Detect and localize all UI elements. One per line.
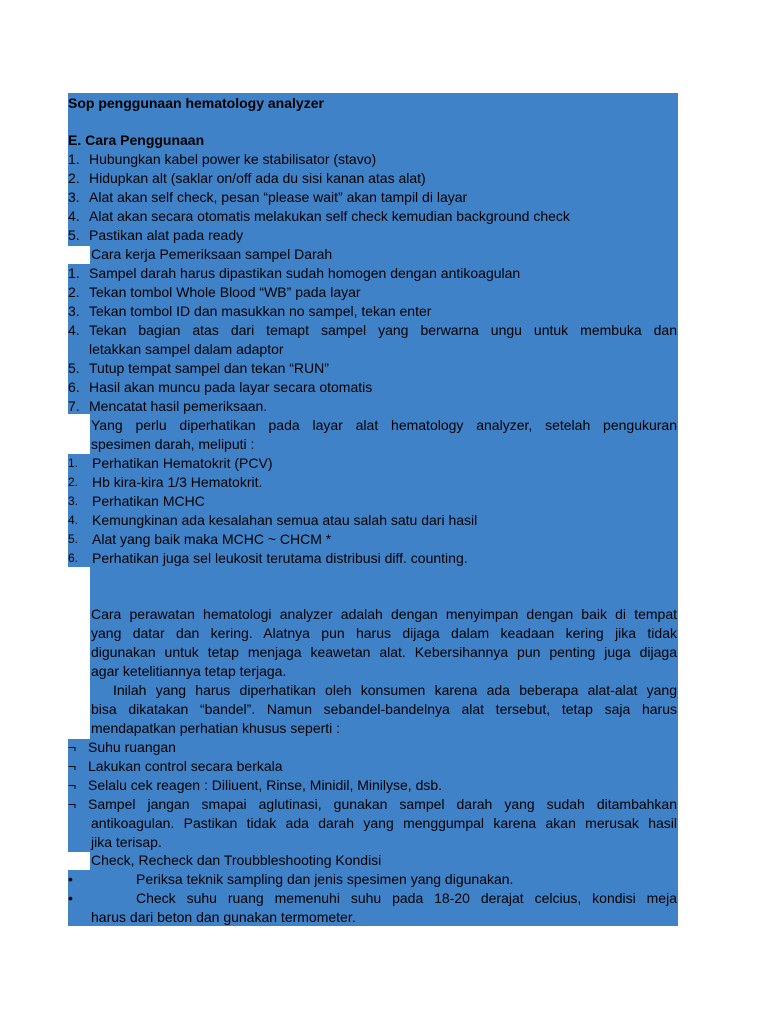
- paragraph-line: yang datar dan kering. Alatnya pun harus dijaga dalam keadaan kering jika tidak: [91, 625, 677, 641]
- paragraph-line: digunakan untuk tetap menjaga keawetan alat. Kebersihannya pun penting juga dijaga: [91, 644, 677, 660]
- list-text: Alat akan self check, pesan “please wait” akan tampil di layar: [89, 189, 468, 205]
- list-number: 5.: [68, 532, 79, 546]
- list-text: Tekan tombol Whole Blood “WB” pada layar: [89, 284, 361, 300]
- list-number: 5.: [68, 227, 80, 243]
- list-text: Perhatikan Hematokrit (PCV): [92, 455, 273, 471]
- list-text: Alat yang baik maka MCHC ~ CHCM *: [92, 531, 332, 547]
- list-number: 3.: [68, 494, 79, 508]
- bullet-icon: •: [68, 871, 73, 887]
- not-sign-bullet-icon: ¬: [68, 777, 77, 793]
- list-number: 3.: [68, 189, 80, 205]
- list-text: Tekan tombol ID dan masukkan no sampel, tekan enter: [89, 303, 432, 319]
- document-title: Sop penggunaan hematology analyzer: [68, 95, 324, 111]
- list-number: 4.: [68, 208, 80, 224]
- list-text: Hubungkan kabel power ke stabilisator (stavo): [89, 151, 377, 167]
- subsection-heading: Check, Recheck dan Troubbleshooting Kondisi: [91, 852, 382, 868]
- list-number: 3.: [68, 303, 80, 319]
- list-number: 6.: [68, 379, 80, 395]
- not-sign-bullet-icon: ¬: [68, 796, 77, 812]
- list-text-continuation: jika terisap.: [91, 834, 162, 850]
- list-text: Tekan bagian atas dari temapt sampel yang berwarna ungu untuk membuka dan: [89, 322, 677, 338]
- paragraph-line: agar ketelitiannya tetap terjaga.: [91, 663, 287, 679]
- list-text: Suhu ruangan: [88, 739, 176, 755]
- list-number: 1.: [68, 265, 80, 281]
- list-text: Kemungkinan ada kesalahan semua atau salah satu dari hasil: [92, 512, 478, 528]
- list-number: 6.: [68, 551, 79, 565]
- list-text-continuation: antikoagulan. Pastikan tidak ada darah yang menggumpal karena akan merusak hasil: [91, 815, 677, 831]
- list-text-continuation: harus dari beton dan gunakan termometer.: [91, 909, 356, 925]
- list-text: Lakukan control secara berkala: [88, 758, 283, 774]
- list-text: Sampel darah harus dipastikan sudah homogen dengan antikoagulan: [89, 265, 521, 281]
- list-number: 1.: [68, 456, 79, 470]
- list-number: 7.: [68, 398, 80, 414]
- list-number: 1.: [68, 151, 80, 167]
- list-number: 2.: [68, 284, 80, 300]
- list-number: 4.: [68, 322, 80, 338]
- list-text: Pastikan alat pada ready: [89, 227, 244, 243]
- not-sign-bullet-icon: ¬: [68, 739, 77, 755]
- paragraph-line: Cara perawatan hematologi analyzer adalah dengan menyimpan dengan baik di tempat: [91, 606, 677, 622]
- list-number: 2.: [68, 170, 80, 186]
- section-heading: E. Cara Penggunaan: [68, 132, 205, 148]
- list-text-continuation: letakkan sampel dalam adaptor: [89, 341, 284, 357]
- paragraph-line: bisa dikatakan “bandel”. Namun sebandel-bandelnya alat tersebut, tetap saja harus: [91, 701, 677, 717]
- paragraph-line: mendapatkan perhatian khusus seperti :: [91, 720, 341, 736]
- list-text: Perhatikan MCHC: [92, 493, 205, 509]
- paragraph-line: Yang perlu diperhatikan pada layar alat hematology analyzer, setelah pengukuran: [91, 417, 677, 433]
- list-text: Hasil akan muncu pada layar secara otomatis: [89, 379, 373, 395]
- not-sign-bullet-icon: ¬: [68, 758, 77, 774]
- list-number: 5.: [68, 360, 80, 376]
- bullet-icon: •: [68, 890, 73, 906]
- list-text: Sampel jangan smapai aglutinasi, gunakan sampel darah yang sudah ditambahkan: [88, 796, 677, 812]
- list-text: Periksa teknik sampling dan jenis spesimen yang digunakan.: [136, 871, 514, 887]
- list-text: Hidupkan alt (saklar on/off ada du sisi kanan atas alat): [89, 170, 426, 186]
- list-text: Hb kira-kira 1/3 Hematokrit.: [92, 474, 263, 490]
- list-text: Check suhu ruang memenuhi suhu pada 18-20 derajat celcius, kondisi meja: [136, 890, 677, 906]
- paragraph-line: Inilah yang harus diperhatikan oleh konsumen karena ada beberapa alat-alat yang: [113, 682, 677, 698]
- paragraph-line: spesimen darah, meliputi :: [91, 436, 255, 452]
- subsection-heading: Cara kerja Pemeriksaan sampel Darah: [91, 246, 333, 262]
- list-text: Mencatat hasil pemeriksaan.: [89, 398, 268, 414]
- list-text: Selalu cek reagen : Diliuent, Rinse, Minidil, Minilyse, dsb.: [88, 777, 443, 793]
- list-text: Alat akan secara otomatis melakukan self check kemudian background check: [89, 208, 570, 224]
- list-number: 2.: [68, 475, 79, 489]
- list-number: 4.: [68, 513, 79, 527]
- list-text: Perhatikan juga sel leukosit terutama distribusi diff. counting.: [92, 550, 468, 566]
- list-text: Tutup tempat sampel dan tekan “RUN”: [89, 360, 329, 376]
